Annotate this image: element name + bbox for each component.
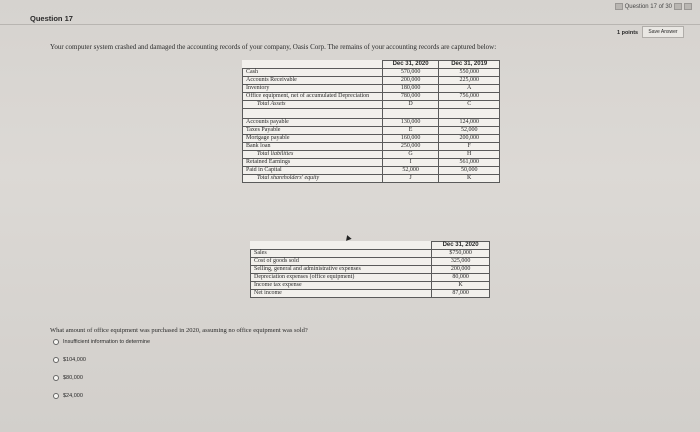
value-2020: 325,000 [432, 258, 490, 266]
spacer-cell [382, 109, 439, 119]
value-2020: 80,000 [432, 274, 490, 282]
row-label: Total Assets [243, 101, 383, 109]
top-bar [0, 0, 700, 26]
mouse-cursor-icon [344, 234, 351, 241]
value-2020: 570,000 [382, 69, 439, 77]
value-2020: 52,000 [382, 167, 439, 175]
spacer-row [243, 109, 500, 119]
row-label: Total liabilities [243, 151, 383, 159]
table-row [251, 290, 490, 298]
row-label: Taxes Payable [243, 127, 383, 135]
row-label: Bank loan [243, 143, 383, 151]
table-row [251, 266, 490, 274]
question-title: Question 17 [30, 14, 73, 23]
value-2020: K [432, 282, 490, 290]
row-label: Accounts payable [243, 119, 383, 127]
value-2020: $750,000 [432, 250, 490, 258]
value-2019: A [439, 85, 500, 93]
value-2020: 780,000 [382, 93, 439, 101]
balance-sheet-table [242, 60, 500, 183]
value-2020: G [382, 151, 439, 159]
row-label: Retained Earnings [243, 159, 383, 167]
value-2019: K [439, 175, 500, 183]
value-2019: 50,000 [439, 167, 500, 175]
value-2020: 130,000 [382, 119, 439, 127]
question-counter: Question 17 of 30 [624, 3, 672, 10]
answer-options [53, 338, 150, 400]
row-label: Net income [251, 290, 432, 298]
value-2019: 550,000 [439, 69, 500, 77]
table-row [243, 69, 500, 77]
header-divider [0, 24, 700, 25]
spacer-cell [243, 109, 383, 119]
row-label: Cash [243, 69, 383, 77]
value-2019: 756,000 [439, 93, 500, 101]
value-2020: 250,000 [382, 143, 439, 151]
blank-header [243, 61, 383, 69]
row-label: Depreciation expenses (office equipment) [251, 274, 432, 282]
row-label: Accounts Receivable [243, 77, 383, 85]
points-label: 1 points [617, 30, 639, 36]
radio-button[interactable] [53, 357, 59, 363]
value-2020: 180,000 [382, 85, 439, 93]
question-text: What amount of office equipment was purchased in 2020, assuming no office equipment was sold? [50, 327, 308, 334]
table-row [243, 135, 500, 143]
table-row [251, 258, 490, 266]
next-question-button[interactable] [674, 3, 682, 10]
option-label: $24,000 [63, 393, 83, 399]
value-2020: 200,000 [432, 266, 490, 274]
value-2019: 200,000 [439, 135, 500, 143]
table-row [243, 143, 500, 151]
table-row [243, 85, 500, 93]
row-label: Selling, general and administrative expenses [251, 266, 432, 274]
value-2019: 561,000 [439, 159, 500, 167]
table-row [243, 77, 500, 85]
question-navigator [615, 3, 692, 10]
income-statement-table [250, 241, 490, 298]
table-row [243, 101, 500, 109]
row-label: Total shareholders' equity [243, 175, 383, 183]
table-row [251, 282, 490, 290]
option-80000[interactable] [53, 374, 150, 382]
question-prompt: Your computer system crashed and damaged the accounting records of your company, Oasis Corp. The remains of your accounting records are captured below: [50, 43, 497, 51]
row-label: Income tax expense [251, 282, 432, 290]
value-2020: 200,000 [382, 77, 439, 85]
table-row [243, 167, 500, 175]
option-label: $104,000 [63, 357, 86, 363]
row-label: Inventory [243, 85, 383, 93]
option-label: $80,000 [63, 375, 83, 381]
col-header-2020: Dec 31, 2020 [382, 61, 439, 69]
row-label: Sales [251, 250, 432, 258]
table-row [251, 250, 490, 258]
option-label: Insufficient information to determine [63, 339, 151, 345]
table-row [243, 151, 500, 159]
option-104000[interactable] [53, 356, 150, 364]
last-question-button[interactable] [684, 3, 692, 10]
row-label: Mortgage payable [243, 135, 383, 143]
value-2019: 52,000 [439, 127, 500, 135]
radio-button[interactable] [53, 339, 59, 345]
value-2019: 124,000 [439, 119, 500, 127]
table-row [243, 159, 500, 167]
table-row [243, 175, 500, 183]
col-header-2020: Dec 31, 2020 [432, 242, 490, 250]
question-list-icon[interactable] [615, 3, 623, 10]
value-2020: I [382, 159, 439, 167]
col-header-2019: Dec 31, 2019 [439, 61, 500, 69]
value-2020: E [382, 127, 439, 135]
table-row [251, 274, 490, 282]
radio-button[interactable] [53, 375, 59, 381]
value-2019: C [439, 101, 500, 109]
value-2020: 160,000 [382, 135, 439, 143]
table-row [243, 119, 500, 127]
row-label: Office equipment, net of accumulated Depreciation [243, 93, 383, 101]
option-24000[interactable] [53, 392, 150, 400]
value-2020: J [382, 175, 439, 183]
save-answer-button[interactable]: Save Answer [642, 26, 684, 38]
table-row [243, 93, 500, 101]
blank-header [251, 242, 432, 250]
row-label: Cost of goods sold [251, 258, 432, 266]
value-2019: F [439, 143, 500, 151]
radio-button[interactable] [53, 393, 59, 399]
row-label: Paid in Capital [243, 167, 383, 175]
value-2020: 87,000 [432, 290, 490, 298]
value-2019: 225,000 [439, 77, 500, 85]
value-2019: H [439, 151, 500, 159]
option-insufficient[interactable] [53, 338, 150, 346]
spacer-cell [439, 109, 500, 119]
value-2020: D [382, 101, 439, 109]
table-row [243, 127, 500, 135]
